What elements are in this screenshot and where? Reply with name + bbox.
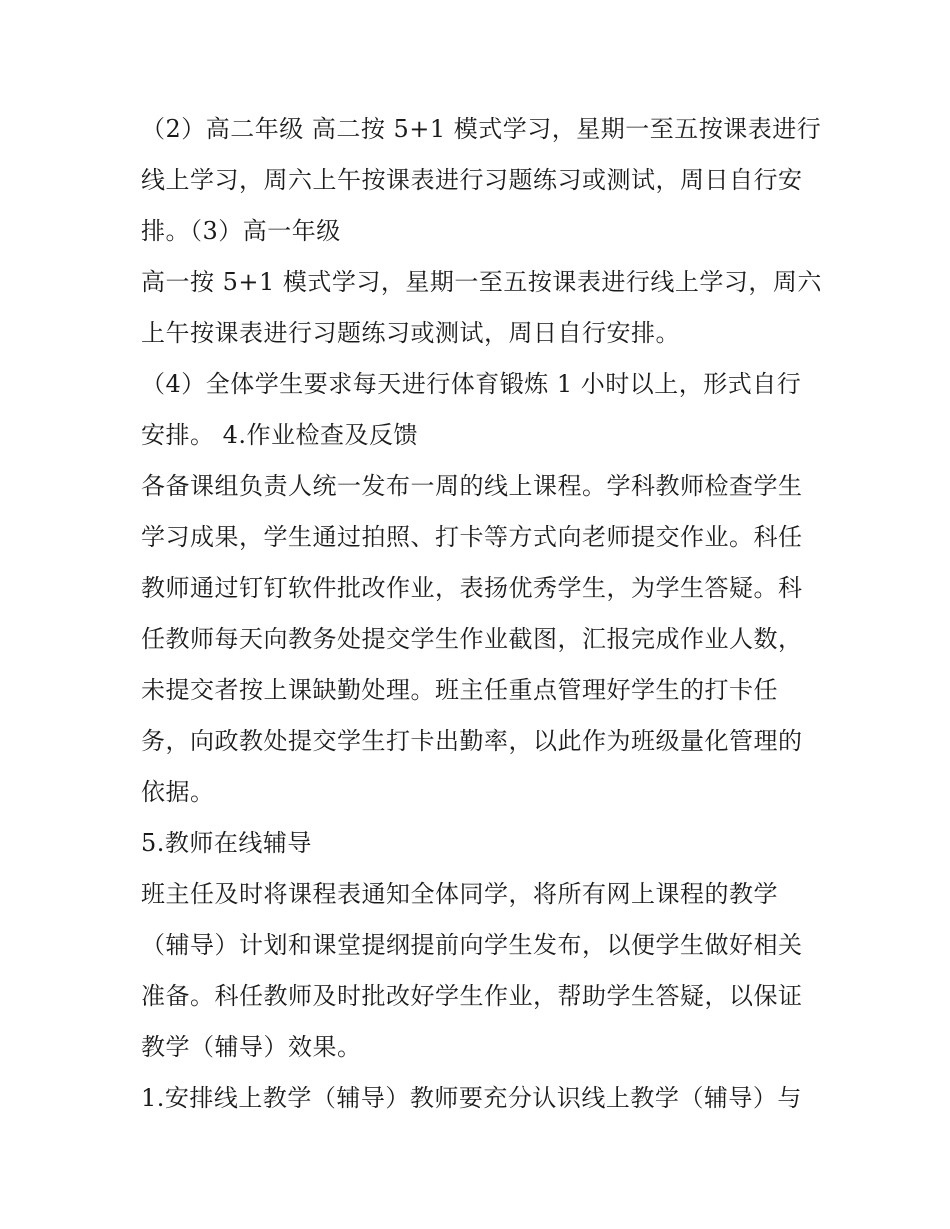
- text-line: 班主任及时将课程表通知全体同学，将所有网上课程的教学: [141, 880, 778, 908]
- text-line: 1.安排线上教学（辅导）教师要充分认识线上教学（辅导）与: [141, 1084, 802, 1112]
- text-line: 学习成果，学生通过拍照、打卡等方式向老师提交作业。科任: [141, 523, 803, 551]
- text-line: 安排。 4.作业检查及反馈: [141, 421, 419, 449]
- text-line: 上午按课表进行习题练习或测试，周日自行安排。: [141, 319, 680, 347]
- text-line: 务，向政教处提交学生打卡出勤率，以此作为班级量化管理的: [141, 727, 803, 755]
- text-line: （2）高二年级 高二按 5+1 模式学习，星期一至五按课表进行: [141, 115, 822, 143]
- text-line: 教学（辅导）效果。: [141, 1033, 362, 1061]
- section-heading: 5.教师在线辅导: [141, 829, 312, 857]
- text-line: （4）全体学生要求每天进行体育锻炼 1 小时以上，形式自行: [141, 370, 802, 398]
- text-line: 准备。科任教师及时批改好学生作业，帮助学生答疑，以保证: [141, 982, 803, 1010]
- text-line: 未提交者按上课缺勤处理。班主任重点管理好学生的打卡任: [141, 676, 778, 704]
- text-line: 依据。: [141, 778, 215, 806]
- text-line: 教师通过钉钉软件批改作业，表扬优秀学生，为学生答疑。科: [141, 574, 803, 602]
- text-line: 排。（3）高一年级: [141, 217, 341, 245]
- text-line: 线上学习，周六上午按课表进行习题练习或测试，周日自行安: [141, 166, 803, 194]
- text-line: 各备课组负责人统一发布一周的线上课程。学科教师检查学生: [141, 472, 803, 500]
- text-line: 任教师每天向教务处提交学生作业截图，汇报完成作业人数，: [141, 625, 803, 653]
- text-line: （辅导）计划和课堂提纲提前向学生发布，以便学生做好相关: [141, 931, 803, 959]
- text-line: 高一按 5+1 模式学习，星期一至五按课表进行线上学习，周六: [141, 268, 822, 296]
